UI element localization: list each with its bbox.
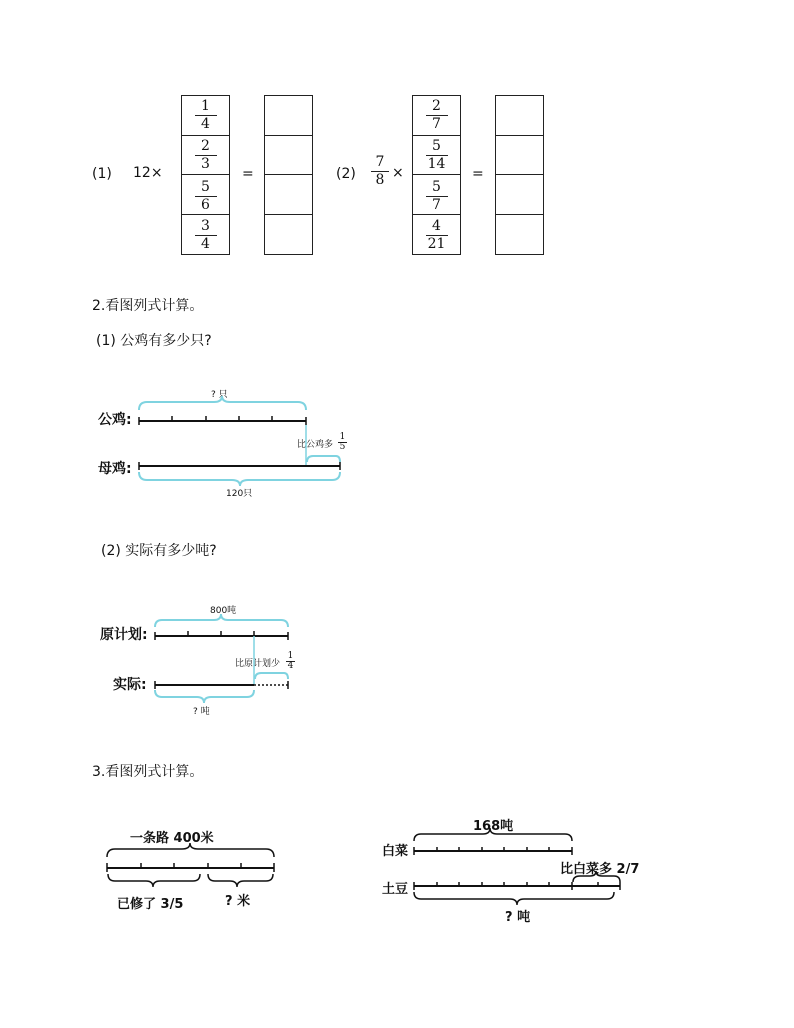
- plan-bottom-label: ? 吨: [193, 707, 210, 717]
- fraction-cell: 2 7: [413, 96, 460, 136]
- road-right-label: ? 米: [225, 894, 251, 909]
- potato-bottom-label: ? 吨: [505, 910, 531, 925]
- fraction-cell: 3 4: [182, 215, 229, 254]
- rooster-row-label: 公鸡:: [98, 412, 132, 428]
- part2-multiplier-fraction: 7 8: [371, 155, 389, 188]
- potato-note: 比白菜多 2/7: [560, 862, 640, 877]
- road-top-label: 一条路 400米: [130, 831, 214, 846]
- plan-note-fraction: 1 4: [287, 651, 294, 671]
- hen-note-fraction: 1 5: [339, 432, 346, 452]
- part2-times: ×: [392, 165, 404, 181]
- q2-sub2-title: (2) 实际有多少吨?: [101, 543, 217, 559]
- part2-label: (2): [336, 166, 356, 182]
- part1-label: (1): [92, 166, 112, 182]
- fraction-cell: 2 3: [182, 136, 229, 175]
- fraction-cell: 5 7: [413, 175, 460, 215]
- hen-top-label: ? 只: [211, 390, 228, 400]
- part2-equals: =: [472, 166, 484, 182]
- potato-row-label: 土豆: [382, 882, 409, 897]
- hen-note: 比公鸡多: [297, 440, 334, 450]
- plan-note: 比原计划少: [235, 659, 281, 669]
- hen-row-label: 母鸡:: [98, 461, 132, 477]
- cabbage-top-label: 168吨: [473, 819, 514, 834]
- part1-multiplier: 12×: [133, 165, 163, 181]
- plan-row-label: 原计划:: [100, 627, 148, 643]
- q2-sub1-title: (1) 公鸡有多少只?: [96, 333, 212, 349]
- q3-heading: 3.看图列式计算。: [92, 764, 204, 780]
- cabbage-row-label: 白菜: [382, 844, 409, 859]
- fraction-cell: 1 4: [182, 96, 229, 136]
- part1-equals: =: [242, 166, 254, 182]
- fraction-cell: 4 21: [413, 215, 460, 254]
- fraction-cell: 5 14: [413, 136, 460, 175]
- plan-top-label: 800吨: [210, 606, 237, 616]
- actual-row-label: 实际:: [113, 677, 147, 693]
- hen-bottom-label: 120只: [226, 489, 253, 499]
- road-left-label: 已修了 3/5: [117, 897, 184, 912]
- q2-heading: 2.看图列式计算。: [92, 298, 204, 314]
- fraction-cell: 5 6: [182, 175, 229, 215]
